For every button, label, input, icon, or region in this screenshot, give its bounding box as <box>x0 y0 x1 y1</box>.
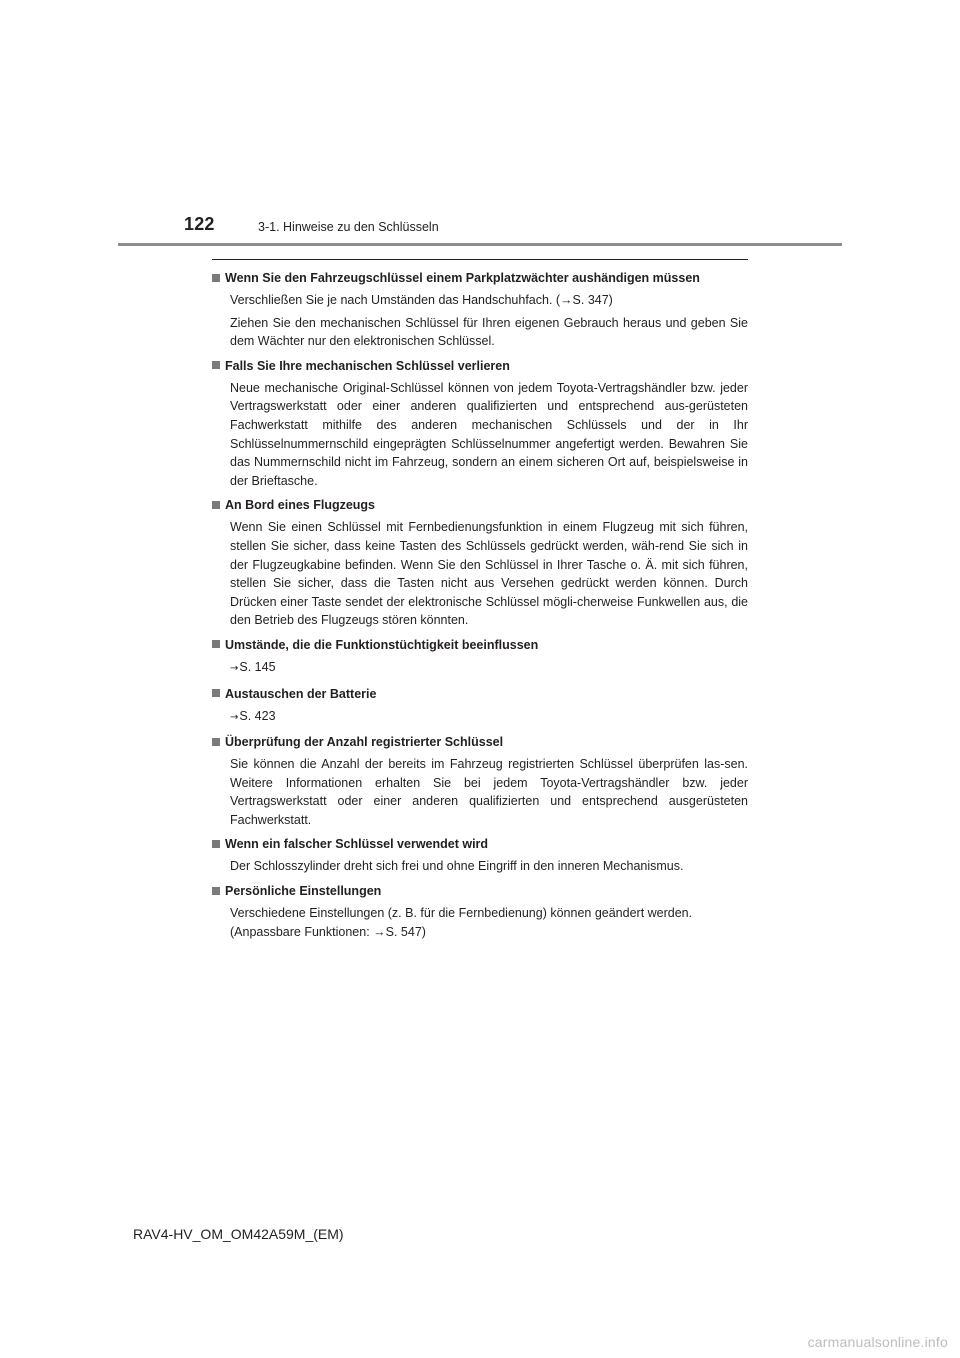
header-divider <box>118 243 842 246</box>
section-title: 3-1. Hinweise zu den Schlüsseln <box>258 220 439 234</box>
note-section <box>212 685 748 728</box>
note-heading <box>212 269 748 287</box>
page-reference-link[interactable] <box>230 707 748 728</box>
note-heading-text: Wenn Sie den Fahrzeugschlüssel einem Parkplatzwächter aushändigen müssen <box>225 271 700 285</box>
content-divider <box>212 259 748 260</box>
square-bullet-icon <box>212 887 220 895</box>
square-bullet-icon <box>212 274 220 282</box>
page-header <box>0 0 960 250</box>
note-section <box>212 496 748 630</box>
note-heading <box>212 835 748 853</box>
note-paragraph: Sie können die Anzahl der bereits im Fahrzeug registrierten Schlüssel überprüfen las-sen. Weitere Informationen erhalten Sie bei jedem Toyota-Vertragshändler bzw. jeder Vertragswerkstatt oder einer anderen qualifizierten und entsprechend ausgerüsteten Fachwerkstatt. <box>230 757 748 827</box>
note-heading-text: An Bord eines Flugzeugs <box>225 498 376 513</box>
note-paragraph: Neue mechanische Original-Schlüssel können von jedem Toyota-Vertragshändler bzw. jeder Vertragswerkstatt oder einer anderen qualifizierten und entsprechend aus-gerüsteten Fachwerkstatt mithilfe des anderen mechanischen Schlüssels und der in Ihr Schlüsselnummernschild eingeprägten Schlüsselnummer angefertigt werden. Bewahren Sie das Nummernschild nicht im Fahrzeug, sondern an einem sicheren Ort auf, beispielsweise in der Brieftasche. <box>230 380 748 488</box>
note-heading <box>212 685 748 703</box>
note-heading <box>212 357 748 375</box>
note-heading <box>212 882 748 900</box>
square-bullet-icon <box>212 501 220 509</box>
watermark: carmanualsonline.info <box>807 1334 948 1350</box>
note-heading <box>212 733 748 751</box>
note-paragraph: Verschließen Sie je nach Umständen das Handschuhfach. (→S. 347) <box>230 293 613 307</box>
note-section <box>212 882 748 941</box>
note-paragraph: (Anpassbare Funktionen: →S. 547) <box>230 924 426 939</box>
page-reference-link[interactable] <box>230 658 748 679</box>
square-bullet-icon <box>212 689 220 697</box>
note-heading-text: Umstände, die die Funktionstüchtigkeit beeinflussen <box>225 637 539 652</box>
page-content <box>212 259 748 947</box>
note-section <box>212 733 748 829</box>
note-section <box>212 357 748 491</box>
page-number: 122 <box>184 214 215 234</box>
note-paragraph: Verschiedene Einstellungen (z. B. für die Fernbedienung) können geändert werden. <box>230 906 693 921</box>
page-reference-text: S. 423 <box>239 708 276 723</box>
arrow-right-icon: → <box>230 711 239 723</box>
note-heading-text: Persönliche Einstellungen <box>225 884 382 899</box>
square-bullet-icon <box>212 738 220 746</box>
square-bullet-icon <box>212 361 220 369</box>
note-section <box>212 835 748 876</box>
note-section <box>212 269 748 351</box>
note-heading-text: Überprüfung der Anzahl registrierter Schlüssel <box>225 735 504 750</box>
note-heading-text: Wenn ein falscher Schlüssel verwendet wird <box>225 837 489 852</box>
square-bullet-icon <box>212 640 220 648</box>
note-heading <box>212 636 748 654</box>
note-heading-text: Falls Sie Ihre mechanischen Schlüssel verlieren <box>225 358 510 373</box>
note-heading-text: Austauschen der Batterie <box>225 686 377 701</box>
arrow-right-icon: → <box>230 662 239 674</box>
page-reference-text: S. 145 <box>239 659 276 674</box>
note-paragraph: Wenn Sie einen Schlüssel mit Fernbedienungsfunktion in einem Flugzeug mit sich führen, stellen Sie sicher, dass keine Tasten des Schlüssels gedrückt werden, wäh-rend Sie sich in der Flugzeugkabine befinden. Wenn Sie den Schlüssel in Ihrer Tasche o. Ä. mit sich führen, stellen Sie sicher, dass die Tasten nicht aus Versehen gedrückt werden können. Durch Drücken einer Taste sendet der elektronische Schlüssel mögli-cherweise Funkwellen aus, die den Betrieb des Flugzeugs stören könnten. <box>230 520 748 628</box>
document-code: RAV4-HV_OM_OM42A59M_(EM) <box>133 1226 344 1242</box>
note-paragraph: Der Schlosszylinder dreht sich frei und ohne Eingriff in den inneren Mechanismus. <box>230 859 684 874</box>
note-section <box>212 636 748 679</box>
square-bullet-icon <box>212 840 220 848</box>
note-paragraph: Ziehen Sie den mechanischen Schlüssel für Ihren eigenen Gebrauch heraus und geben Sie dem Wächter nur den elektronischen Schlüssel. <box>230 315 748 349</box>
note-heading <box>212 496 748 514</box>
